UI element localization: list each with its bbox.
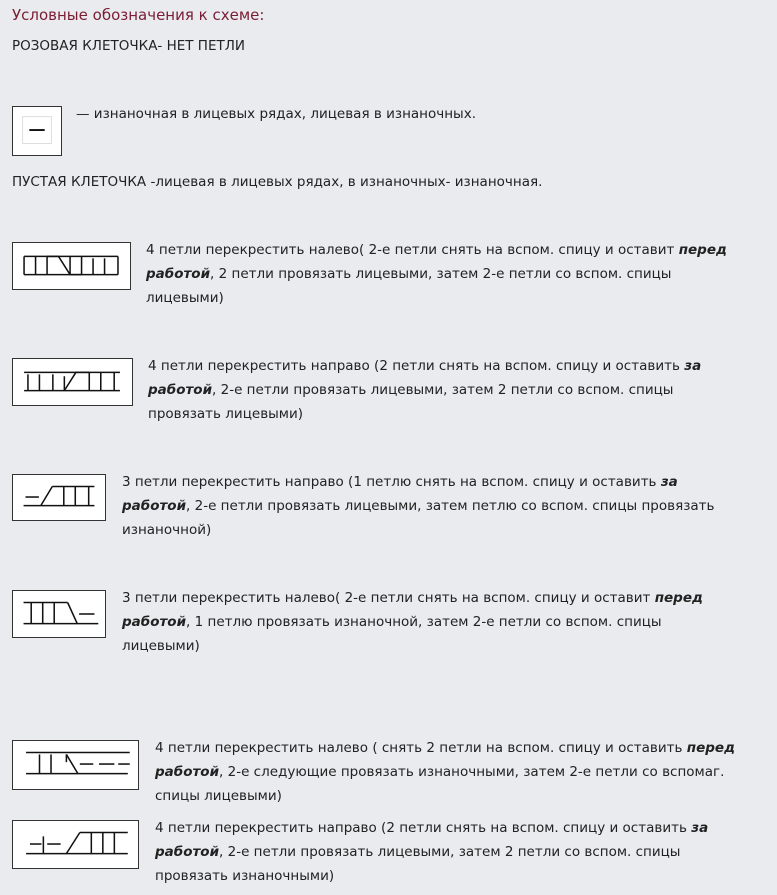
empty-cell-note: ПУСТАЯ КЛЕТОЧКА -лицевая в лицевых рядах, в изнаночных- изнаночная. xyxy=(12,174,543,190)
text-line: 4 петли перекрестить направо (2 петли снять на вспом. спицу и оставить xyxy=(155,820,692,836)
text-line: 4 петли перекрестить налево( 2-е петли снять на вспом. спицу и оставит xyxy=(146,242,679,258)
cable-3-right-symbol xyxy=(12,474,106,521)
emphasis: перед xyxy=(654,590,703,606)
emphasis: работой xyxy=(148,382,213,398)
emphasis: работой xyxy=(155,844,220,860)
text-line: 4 петли перекрестить направо (2 петли снять на вспом. спицу и оставить xyxy=(148,358,685,374)
text-line: , 2-е следующие провязать изнаночными, затем 2-е петли со вспомаг. xyxy=(219,764,725,780)
text-line: провязать изнаночными) xyxy=(155,868,335,884)
emphasis: работой xyxy=(146,266,211,282)
text-line: 3 петли перекрестить направо (1 петлю снять на вспом. спицу и оставить xyxy=(122,474,661,490)
emphasis: работой xyxy=(122,498,187,514)
cable-3-left-symbol xyxy=(12,590,106,638)
text-line: , 2-е петли провязать лицевыми, затем 2 петли со вспом. спицы xyxy=(219,844,681,860)
pink-cell-note: РОЗОВАЯ КЛЕТОЧКА- НЕТ ПЕТЛИ xyxy=(12,38,245,54)
purl-symbol xyxy=(12,106,62,156)
emphasis: за xyxy=(684,358,702,374)
item-description xyxy=(146,238,766,310)
text-line: провязать лицевыми) xyxy=(148,406,304,422)
text-line: спицы лицевыми) xyxy=(155,788,282,804)
text-line: изнаночной) xyxy=(122,522,212,538)
text-line: , 2-е петли провязать лицевыми, затем петлю со вспом. спицы провязать xyxy=(186,498,715,514)
emphasis: работой xyxy=(155,764,220,780)
legend-title: Условные обозначения к схеме: xyxy=(12,6,265,24)
cable-4-left-symbol xyxy=(12,242,131,290)
purl-description: — изнаночная в лицевых рядах, лицевая в изнаночных. xyxy=(76,106,476,122)
cable-4-right-purl-symbol xyxy=(12,820,139,869)
item-description xyxy=(122,586,768,658)
cable-4-left-purl-symbol xyxy=(12,740,139,790)
item-description xyxy=(122,470,768,542)
emphasis: за xyxy=(691,820,709,836)
emphasis: за xyxy=(660,474,678,490)
item-description xyxy=(148,354,768,426)
text-line: лицевыми) xyxy=(146,290,224,306)
text-line: 4 петли перекрестить налево ( снять 2 петли на вспом. спицу и оставить xyxy=(155,740,687,756)
item-description xyxy=(155,736,771,808)
text-line: , 1 петлю провязать изнаночной, затем 2-е петли со вспом. спицы xyxy=(186,614,662,630)
text-line: , 2 петли провязать лицевыми, затем 2-е петли со вспом. спицы xyxy=(210,266,672,282)
cable-4-right-symbol xyxy=(12,358,133,406)
text-line: 3 петли перекрестить налево( 2-е петли снять на вспом. спицу и оставит xyxy=(122,590,655,606)
emphasis: перед xyxy=(686,740,735,756)
text-line: , 2-е петли провязать лицевыми, затем 2 петли со вспом. спицы xyxy=(212,382,674,398)
emphasis: перед xyxy=(678,242,727,258)
emphasis: работой xyxy=(122,614,187,630)
item-description xyxy=(155,816,771,888)
text-line: лицевыми) xyxy=(122,638,200,654)
